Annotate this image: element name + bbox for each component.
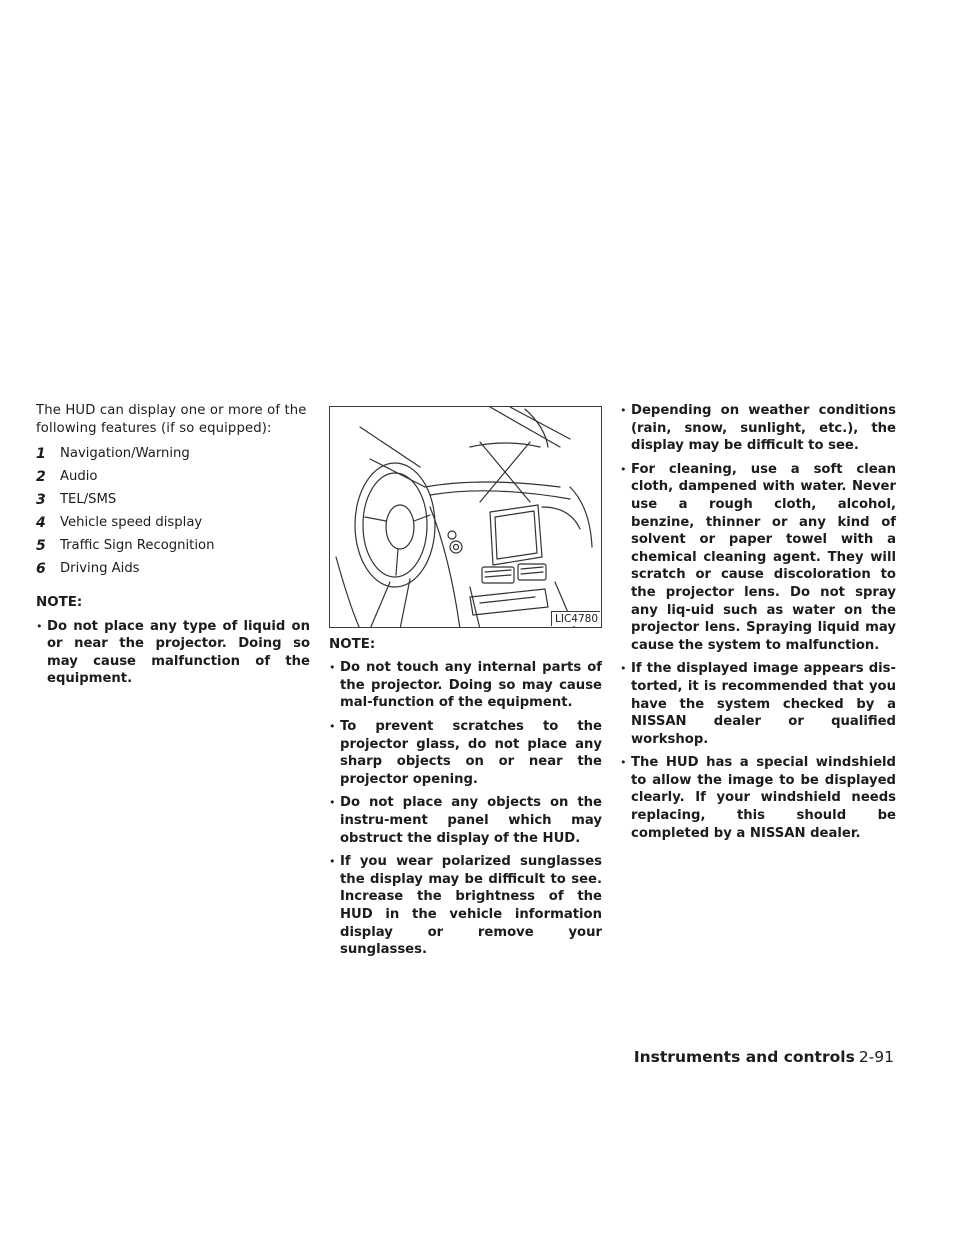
feature-number: 4 <box>36 514 46 531</box>
note-heading: NOTE: <box>36 595 83 611</box>
page-number: 2-91 <box>858 1048 894 1066</box>
feature-item <box>36 465 310 488</box>
feature-number: 1 <box>36 445 46 462</box>
figure-label: LIC4780 <box>551 611 600 626</box>
note-list <box>329 659 602 959</box>
feature-label: Navigation/Warning <box>60 445 190 461</box>
note-item: • Do not touch any internal parts of the projector. Doing so may cause mal-function of the equipment. <box>329 659 602 712</box>
note-heading: NOTE: <box>329 637 376 652</box>
note-item: • To prevent scratches to the projector glass, do not place any sharp objects on or near the projector opening. <box>329 718 602 788</box>
left-column <box>36 402 310 694</box>
feature-item <box>36 534 310 557</box>
feature-item <box>36 442 310 465</box>
note-item: • Do not place any type of liquid on or near the projector. Doing so may cause malfunction of the equipment. <box>36 618 310 688</box>
feature-list <box>36 442 310 580</box>
note-item: • If you wear polarized sunglasses the display may be difficult to see. Increase the brightness of the HUD in the vehicle information display or remove your sunglasses. <box>329 853 602 959</box>
note-list <box>36 618 310 688</box>
feature-number: 6 <box>36 560 46 577</box>
right-column <box>620 402 896 848</box>
feature-label: Audio <box>60 468 98 484</box>
feature-label: Driving Aids <box>60 560 140 576</box>
note-item: • Do not place any objects on the instru-ment panel which may obstruct the display of the HUD. <box>329 794 602 847</box>
middle-column <box>329 636 602 965</box>
feature-number: 5 <box>36 537 46 554</box>
feature-label: TEL/SMS <box>60 491 117 507</box>
feature-item <box>36 511 310 534</box>
feature-label: Traffic Sign Recognition <box>60 537 215 553</box>
note-item: • The HUD has a special windshield to allow the image to be displayed clearly. If your windshield needs replacing, this should be completed by a NISSAN dealer. <box>620 754 896 842</box>
intro-text: The HUD can display one or more of the following features (if so equipped): <box>36 403 307 437</box>
page-footer <box>634 1048 894 1066</box>
note-list <box>620 402 896 842</box>
feature-label: Vehicle speed display <box>60 514 203 530</box>
dashboard-illustration <box>329 406 602 628</box>
note-item: • For cleaning, use a soft clean cloth, dampened with water. Never use a rough cloth, alcohol, benzine, thinner or any kind of solvent or paper towel with a chemical cleaning agent. They will scratch or cause discoloration to the projector lens. Do not spray any liq-uid such as water on the projector lens. Spraying liquid may cause the system to malfunction. <box>620 461 896 655</box>
note-item: • If the displayed image appears dis-torted, it is recommended that you have the system checked by a NISSAN dealer or qualified workshop. <box>620 660 896 748</box>
note-item: • Depending on weather conditions (rain, snow, sunlight, etc.), the display may be difficult to see. <box>620 402 896 455</box>
feature-item <box>36 488 310 511</box>
section-title: Instruments and controls <box>633 1048 855 1066</box>
feature-number: 2 <box>36 468 46 485</box>
feature-item <box>36 557 310 580</box>
feature-number: 3 <box>36 491 46 508</box>
dashboard-drawing <box>330 407 602 628</box>
